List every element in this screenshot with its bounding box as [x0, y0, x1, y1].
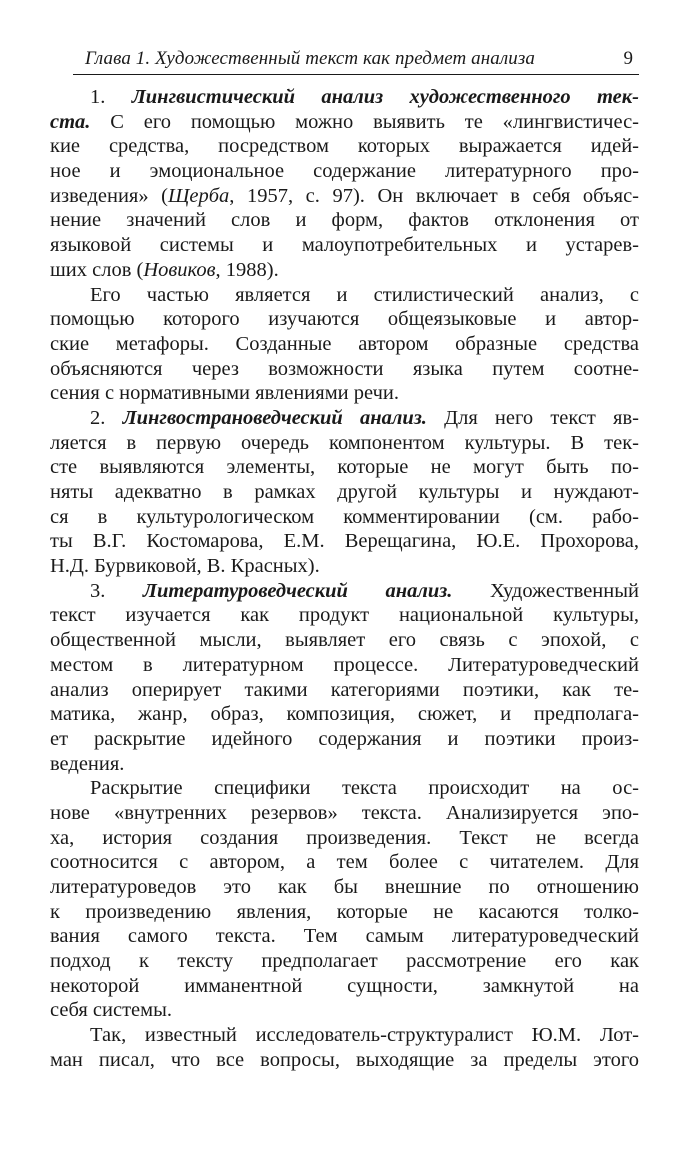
text-run: ведения. [50, 752, 125, 775]
paragraph [50, 85, 639, 283]
cited-author: Новиков [143, 258, 216, 281]
text-line [50, 159, 639, 184]
text-run: языковой системы и малоупотребительных и устарев- [50, 234, 639, 257]
text-run: ших слов ( [50, 258, 144, 281]
text-run: ты В.Г. Костомарова, Е.М. Верещагина, Ю.Е. Прохорова, [50, 530, 639, 553]
paragraph [50, 1023, 639, 1072]
text-line [50, 875, 639, 900]
text-run: ное и эмоциональное содержание литературного про- [50, 160, 639, 183]
text-run: няты адекватно в рамках другой культуры и нуждают- [50, 481, 639, 503]
section-heading: ста. [50, 110, 91, 133]
text-run: Раскрытие специфики текста происходит на ос- [90, 777, 639, 800]
text-run: объясняются через возможности языка путем соотне- [50, 357, 639, 380]
text-run: 1. [90, 86, 132, 108]
text-run: ман писал, что все вопросы, выходящие за пределы этого [50, 1048, 639, 1071]
text-run: сте выявляются элементы, которые не могут быть по- [50, 456, 639, 479]
text-line [50, 283, 639, 308]
text-line [50, 258, 639, 283]
text-line [50, 727, 639, 752]
text-line [50, 826, 639, 851]
text-run: Художественный [452, 579, 639, 602]
text-run: местом в литературном процессе. Литературоведческий [50, 653, 639, 676]
text-line [50, 134, 639, 159]
text-run: 2. [90, 406, 123, 429]
text-run: Его частью является и стилистический анализ, с [90, 283, 639, 306]
text-run: кие средства, посредством которых выражается идей- [50, 135, 639, 158]
text-run: анализ оперирует такими категориями поэтики, как те- [50, 678, 639, 701]
paragraph [50, 776, 639, 1023]
text-line [50, 924, 639, 949]
text-line [50, 208, 639, 233]
text-line [50, 653, 639, 678]
text-run: изведения» ( [50, 184, 168, 207]
running-header [73, 40, 639, 75]
text-line [50, 406, 639, 431]
text-line [50, 801, 639, 826]
text-line [50, 529, 639, 554]
text-line [50, 431, 639, 456]
text-run: ет раскрытие идейного содержания и поэтики произ- [50, 727, 639, 750]
text-run: , 1988). [215, 258, 279, 281]
text-line [50, 752, 639, 777]
text-line [50, 85, 639, 110]
text-run: ские метафоры. Созданные автором образные средства [50, 332, 639, 355]
text-run: литературоведов это как бы внешние по отношению [50, 876, 639, 898]
text-line [50, 579, 639, 604]
text-line [50, 307, 639, 332]
text-run: 3. [90, 579, 143, 602]
text-line [50, 776, 639, 801]
text-run: к произведению явления, которые не касаются толко- [50, 900, 639, 923]
text-line [50, 628, 639, 653]
text-line [50, 332, 639, 357]
text-run: подход к тексту предполагает рассмотрение его как [50, 950, 639, 973]
text-line [50, 603, 639, 628]
text-line [50, 678, 639, 703]
text-line [50, 1048, 639, 1073]
text-line [50, 1023, 639, 1048]
text-line [50, 357, 639, 382]
text-run: нове «внутренних резервов» текста. Анализируется эпо- [50, 801, 639, 824]
paragraph [50, 283, 639, 406]
text-line [50, 455, 639, 480]
text-run: Н.Д. Бурвиковой, В. Красных). [50, 555, 320, 578]
text-line [50, 184, 639, 209]
text-line [50, 850, 639, 875]
running-title: Глава 1. Художественный текст как предмет анализа [85, 48, 535, 69]
page-number: 9 [623, 48, 633, 69]
text-run: некоторой имманентной сущности, замкнутой на [50, 974, 639, 997]
text-line [50, 554, 639, 579]
text-run: ляется в первую очередь компонентом культуры. В тек- [50, 431, 639, 454]
text-line [50, 998, 639, 1023]
text-run: себя системы. [50, 999, 173, 1022]
text-run: С его помощью можно выявить те «лингвистичес- [90, 110, 639, 133]
text-line [50, 233, 639, 258]
text-line [50, 702, 639, 727]
text-run: сения с нормативными явлениями речи. [50, 382, 400, 405]
text-run: ся в культурологическом комментировании (см. рабо- [50, 505, 639, 528]
text-line [50, 505, 639, 530]
body-text [50, 85, 639, 1073]
text-run: общественной мысли, выявляет его связь с эпохой, с [50, 629, 639, 652]
cited-author: Щерба [168, 184, 230, 207]
text-run: Так, известный исследователь-структуралист Ю.М. Лот- [90, 1024, 639, 1047]
text-run: соотносится с автором, а тем более с читателем. Для [50, 851, 639, 874]
text-run: нение значений слов и форм, фактов отклонения от [50, 209, 639, 232]
text-run: ха, история создания произведения. Текст не всегда [50, 826, 639, 849]
text-run: Для него текст яв- [426, 406, 639, 429]
paragraph [50, 579, 639, 777]
section-heading: Лингвострановедческий анализ. [122, 406, 427, 429]
text-run: вания самого текста. Тем самым литературоведческий [50, 925, 639, 948]
text-run: , 1957, с. 97). Он включает в себя объяс- [229, 184, 639, 207]
text-run: текст изучается как продукт национальной культуры, [50, 604, 639, 627]
text-line [50, 949, 639, 974]
text-line [50, 110, 639, 135]
text-line [50, 480, 639, 505]
text-line [50, 974, 639, 999]
section-heading: Литературоведческий анализ. [142, 579, 453, 602]
section-heading: Лингвистический анализ художественного тек- [131, 86, 639, 108]
text-line [50, 381, 639, 406]
text-line [50, 900, 639, 925]
text-run: помощью которого изучаются общеязыковые и автор- [50, 308, 639, 331]
text-run: матика, жанр, образ, композиция, сюжет, и предполага- [50, 703, 639, 726]
paragraph [50, 406, 639, 579]
